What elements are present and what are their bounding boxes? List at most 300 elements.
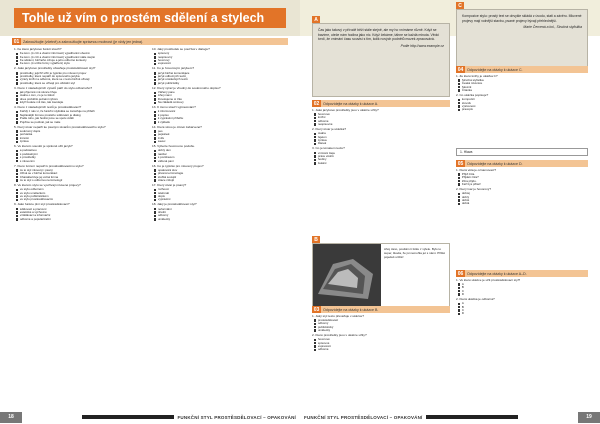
- checkbox-icon[interactable]: [154, 211, 156, 213]
- question-text: 2. Který útvar je ukázka?: [312, 126, 347, 131]
- checkbox-icon[interactable]: [314, 349, 316, 351]
- answer-option-label: dobrý: [461, 194, 470, 199]
- question-text: 3. Které z následujících výrazů patří do stylu odborného?: [14, 85, 93, 90]
- checkbox-icon[interactable]: [16, 130, 18, 132]
- checkbox-icon[interactable]: [16, 215, 18, 217]
- answer-option[interactable]: [456, 89, 588, 92]
- checkbox-icon[interactable]: [16, 95, 18, 97]
- answer-option[interactable]: [14, 179, 146, 182]
- checkbox-icon[interactable]: [154, 199, 156, 201]
- question-text: 1. Jaký styl textu převažuje v ukázce?: [312, 313, 364, 318]
- checkbox-icon[interactable]: [314, 329, 316, 331]
- question: [14, 126, 146, 144]
- answer-option[interactable]: [152, 160, 286, 163]
- question-text: 13. K čemu slouží vypravování?: [152, 105, 196, 110]
- checkbox-icon[interactable]: [458, 177, 460, 179]
- box-b-text: Ahoj Jano, posílám ti fotku z výletu. Bylo to super, škoda, že jsi nemohla jet s námi. Příště pojedeš určitě!: [384, 247, 446, 259]
- question-text: 1. Ze které knihy je ukázka C?: [456, 73, 498, 78]
- section-instruction: Odpovídejte na otázky k ukázce A–D.: [465, 270, 588, 277]
- checkbox-icon[interactable]: [16, 72, 18, 74]
- box-b-content: [312, 243, 450, 307]
- question-text: 15. Vyberte hovorovou podobu.: [152, 144, 196, 149]
- checkbox-icon[interactable]: [16, 121, 18, 123]
- question: [14, 106, 146, 124]
- answer-option-label: Slovník: [461, 84, 472, 89]
- section-instruction: Odpovídejte na otázky k ukázce D.: [465, 160, 588, 167]
- question-text: 2. Jaké jazykové prostředky obsahuje prostěsdělovací styl?: [14, 66, 96, 71]
- checkbox-icon[interactable]: [154, 157, 156, 159]
- checkbox-icon[interactable]: [16, 134, 18, 136]
- checkbox-icon[interactable]: [314, 323, 316, 325]
- answer-option-label: Nejčastější formou prostého sdělování je dialog: [19, 112, 81, 117]
- answer-option-label: citace zdrojů: [157, 177, 175, 182]
- answer-option-label: zvíře: [157, 135, 165, 140]
- checkbox-icon[interactable]: [154, 218, 156, 220]
- checkbox-icon[interactable]: [154, 76, 156, 78]
- checkbox-icon[interactable]: [154, 176, 156, 178]
- footer-bar: [82, 415, 174, 419]
- question-text: 9. Jaké funkce plní styl prostěsdělovací?: [14, 202, 70, 207]
- checkbox-icon[interactable]: [314, 152, 316, 154]
- answer-option[interactable]: [14, 121, 146, 124]
- answer-option-label: umělecký: [157, 216, 171, 221]
- answer-option-label: Kéž bys přišel!: [461, 181, 481, 186]
- checkbox-icon[interactable]: [154, 98, 156, 100]
- checkbox-icon[interactable]: [154, 79, 156, 81]
- checkbox-icon[interactable]: [154, 53, 156, 55]
- answer-option-label: slovník: [461, 100, 471, 105]
- section-header: [312, 100, 450, 107]
- answer-option-label: knižní: [317, 115, 326, 120]
- checkbox-icon[interactable]: [154, 192, 156, 194]
- section-number: 03: [313, 306, 320, 313]
- answer-option-label: Charakterizuje jej volná forma: [19, 174, 59, 179]
- checkbox-icon[interactable]: [154, 56, 156, 58]
- checkbox-icon[interactable]: [154, 208, 156, 210]
- answer-option[interactable]: [152, 101, 286, 104]
- question: [152, 145, 286, 163]
- checkbox-icon[interactable]: [16, 114, 18, 116]
- box-c-source: Marie Červená a kol., Stručná stylistika: [523, 25, 582, 30]
- answer-option-label: s mluvením: [19, 158, 35, 163]
- checkbox-icon[interactable]: [16, 199, 18, 201]
- checkbox-icon[interactable]: [314, 319, 316, 321]
- checkbox-icon[interactable]: [16, 98, 18, 100]
- checkbox-icon[interactable]: [458, 196, 460, 198]
- question: [152, 184, 286, 202]
- answer-option-label: odborné: [317, 347, 329, 352]
- answer-option-label: C: [461, 307, 464, 312]
- checkbox-icon[interactable]: [314, 159, 316, 161]
- checkbox-icon[interactable]: [16, 157, 18, 159]
- answer-option-label: spisovný: [157, 51, 170, 56]
- answer-option-label: telefonát: [157, 190, 169, 195]
- answer-option-label: práce vědců: [317, 153, 334, 158]
- question: [152, 106, 286, 124]
- checkbox-icon[interactable]: [16, 192, 18, 194]
- answer-option[interactable]: [312, 348, 450, 351]
- answer-option[interactable]: [456, 108, 588, 111]
- answer-option-label: inzerát: [19, 135, 29, 140]
- answer-option-label: přesná terminologie: [157, 171, 184, 176]
- question-text: 7. Které tvrzení nepatří k prostěsdělovacímu stylu?: [14, 163, 84, 168]
- answer-option-label: prostředky, které se užívají pro oficiální styl: [19, 80, 75, 85]
- checkbox-icon[interactable]: [314, 113, 316, 115]
- question: [14, 184, 146, 202]
- answer-option[interactable]: [14, 62, 146, 65]
- answer-box: [456, 148, 588, 156]
- answer-option-label: hovorový: [157, 58, 170, 63]
- answer-option-label: k popisu: [157, 112, 169, 117]
- answer-option-label: dobrý den: [157, 148, 171, 153]
- box-a-content: [312, 23, 450, 97]
- checkbox-icon[interactable]: [154, 60, 156, 62]
- checkbox-icon[interactable]: [154, 121, 156, 123]
- question-text: 1. Jaké jazykové prostředky jsou v ukázce užity?: [312, 107, 379, 112]
- question: [14, 87, 146, 105]
- answer-option-label: Česká mluvnice: [461, 81, 483, 86]
- checkbox-icon[interactable]: [314, 326, 316, 328]
- answer-option-label: savec: [157, 139, 166, 144]
- checkbox-icon[interactable]: [314, 155, 316, 157]
- answer-option[interactable]: [14, 101, 146, 104]
- answer-option-label: pravopis: [461, 107, 473, 112]
- footer-text: FUNKČNÍ STYL PROSTĚSDĚLOVACÍ – OPAKOVÁNÍ: [304, 414, 423, 420]
- answer-option-label: Stručná stylistika: [461, 77, 484, 82]
- answer-option-label: Ahoj mami: [157, 93, 172, 98]
- checkbox-icon[interactable]: [154, 95, 156, 97]
- checkbox-icon[interactable]: [16, 53, 18, 55]
- checkbox-icon[interactable]: [16, 111, 18, 113]
- checkbox-icon[interactable]: [16, 82, 18, 84]
- checkbox-icon[interactable]: [458, 313, 460, 315]
- question-text: 2. Který tvar je hovorový?: [456, 186, 492, 191]
- section-instruction: Odpovídejte na otázky k ukázce B.: [321, 306, 450, 313]
- question-text: 6. Ve kterém souvětí je správně užit jazyk?: [14, 144, 73, 149]
- checkbox-icon[interactable]: [458, 306, 460, 308]
- answer-option-label: výrazy knižní a odborné, které se v textu běžně užívají: [19, 77, 90, 82]
- question-text: 1. Ke které jazykové funkci slouží?: [14, 47, 62, 51]
- answer-option[interactable]: [456, 202, 588, 205]
- answer-option-label: hodiny: [317, 157, 327, 162]
- answer-option-label: odborný: [157, 213, 169, 218]
- question-text: 17. Který útvar je psaný?: [152, 182, 187, 187]
- answer-option-label: odborné a popularizační: [19, 216, 51, 221]
- question-text: 1. Která věta je oznamovací?: [456, 167, 497, 172]
- checkbox-icon[interactable]: [16, 189, 18, 191]
- checkbox-icon[interactable]: [314, 123, 316, 125]
- answer-option-label: odborný: [317, 321, 329, 326]
- checkbox-icon[interactable]: [16, 195, 18, 197]
- checkbox-icon[interactable]: [16, 63, 18, 65]
- checkbox-icon[interactable]: [458, 287, 460, 289]
- answer-field[interactable]: 1. Hlava: [456, 148, 588, 156]
- answer-option-label: Přijď zítra.: [461, 171, 476, 176]
- answer-option[interactable]: [14, 140, 146, 143]
- checkbox-icon[interactable]: [16, 179, 18, 181]
- answer-option-label: opakování slov: [157, 167, 178, 172]
- answer-option-label: hovorové: [317, 111, 330, 116]
- checkbox-icon[interactable]: [458, 86, 460, 88]
- checkbox-icon[interactable]: [314, 143, 316, 145]
- section-header: [456, 66, 588, 73]
- answer-option-label: nespisovné: [317, 121, 333, 126]
- checkbox-icon[interactable]: [154, 150, 156, 152]
- checkbox-icon[interactable]: [458, 193, 460, 195]
- checkbox-icon[interactable]: [314, 120, 316, 122]
- section-05: [456, 160, 588, 207]
- checkbox-icon[interactable]: [458, 290, 460, 292]
- checkbox-icon[interactable]: [154, 189, 156, 191]
- checkbox-icon[interactable]: [16, 102, 18, 104]
- answer-option-label: Ke kom. (k cizí a vlastní informaci) vyjadřování stále stejně: [19, 54, 95, 59]
- footer-text: FUNKČNÍ STYL PROSTĚSDĚLOVACÍ – OPAKOVÁNÍ: [177, 414, 296, 420]
- section-number: 05: [457, 160, 464, 167]
- checkbox-icon[interactable]: [458, 83, 460, 85]
- question-text: 14. Které slovo je citově zabarvené?: [152, 124, 202, 129]
- question: [152, 165, 286, 183]
- answer-option[interactable]: [312, 162, 450, 165]
- answer-option[interactable]: [152, 218, 286, 221]
- section-header: [456, 160, 588, 167]
- checkbox-icon[interactable]: [458, 102, 460, 104]
- section-instruction: Odpovídejte na otázky k ukázce A.: [321, 100, 450, 107]
- checkbox-icon[interactable]: [458, 183, 460, 185]
- checkbox-icon[interactable]: [16, 169, 18, 171]
- answer-option-label: jazyk publicistiky: [157, 80, 180, 85]
- box-b-photo: [313, 244, 381, 307]
- checkbox-icon[interactable]: [314, 136, 316, 138]
- checkbox-icon[interactable]: [16, 176, 18, 178]
- answer-option-label: D: [461, 311, 464, 316]
- answer-option-label: článek: [317, 141, 327, 146]
- section-03: [312, 306, 450, 353]
- answer-option-label: fejeton: [317, 134, 327, 139]
- answer-option-label: prostředky, jejichž užití je typické pro mluvení projev: [19, 70, 87, 75]
- answer-option-label: když budete mít čas, tak zavolejte: [19, 100, 64, 105]
- question-text: 18. Jaký je prostěsdělovací styl?: [152, 202, 197, 207]
- checkbox-icon[interactable]: [154, 179, 156, 181]
- answer-option[interactable]: [14, 198, 146, 201]
- section-number: 01: [13, 38, 20, 45]
- section-01: [12, 38, 288, 47]
- answer-option[interactable]: [152, 82, 286, 85]
- checkbox-icon[interactable]: [314, 133, 316, 135]
- checkbox-icon[interactable]: [458, 309, 460, 311]
- answer-option[interactable]: [312, 123, 450, 126]
- checkbox-icon[interactable]: [154, 111, 156, 113]
- checkbox-icon[interactable]: [154, 137, 156, 139]
- checkbox-icon[interactable]: [458, 180, 460, 182]
- checkbox-icon[interactable]: [154, 173, 156, 175]
- answer-option[interactable]: [456, 293, 588, 296]
- checkbox-icon[interactable]: [314, 162, 316, 164]
- answer-option-label: Ke sdělení, běžného zdroje a jeho odborné kontexty: [19, 58, 87, 63]
- checkbox-icon[interactable]: [314, 339, 316, 341]
- checkbox-icon[interactable]: [16, 118, 18, 120]
- answer-option[interactable]: [152, 62, 286, 65]
- answer-option-label: s prostředky: [19, 155, 36, 160]
- answer-option-label: jazyk uměleckých textů: [157, 77, 188, 82]
- photo-illustration: [313, 244, 381, 307]
- answer-option-label: čekání: [317, 160, 327, 165]
- box-b: [312, 236, 450, 307]
- answer-option[interactable]: [312, 329, 450, 332]
- answer-option-label: zpráva: [19, 139, 29, 144]
- checkbox-icon[interactable]: [314, 345, 316, 347]
- checkbox-icon[interactable]: [16, 141, 18, 143]
- question-text: 10. Jaký prostředek se používá v dialogu?: [152, 47, 210, 51]
- answer-option-label: Na základě smlouvy: [157, 100, 184, 105]
- checkbox-icon[interactable]: [458, 89, 460, 91]
- checkbox-icon[interactable]: [458, 105, 460, 107]
- answer-option-label: rozhovor: [157, 187, 170, 192]
- checkbox-icon[interactable]: [458, 79, 460, 81]
- checkbox-icon[interactable]: [16, 150, 18, 152]
- answer-option-label: s pozdravem: [157, 155, 175, 160]
- checkbox-icon[interactable]: [154, 102, 156, 104]
- answer-option-label: Přijdeš zítra?: [461, 175, 479, 180]
- question: [152, 203, 286, 221]
- answer-option-label: vnímání času: [317, 150, 336, 155]
- answer-option[interactable]: [456, 312, 588, 315]
- left-column-1: [14, 48, 146, 223]
- checkbox-icon[interactable]: [154, 92, 156, 94]
- answer-option[interactable]: [14, 82, 146, 85]
- checkbox-icon[interactable]: [458, 293, 460, 295]
- answer-option-label: jak příjemně mě slunce hřeje: [19, 90, 57, 95]
- question: [152, 126, 286, 144]
- checkbox-icon[interactable]: [154, 195, 156, 197]
- section-number: 04: [457, 66, 464, 73]
- answer-option[interactable]: [152, 179, 286, 182]
- question-text: 2. Která ukázka je odborná?: [456, 296, 495, 301]
- answer-option-label: a podstatnou: [19, 148, 37, 153]
- box-c: [456, 2, 588, 69]
- answer-option-label: dnes proběhlo jednání výboru: [19, 96, 58, 101]
- question: [312, 334, 450, 352]
- question: [312, 315, 450, 333]
- checkbox-icon[interactable]: [154, 130, 156, 132]
- checkbox-icon[interactable]: [458, 109, 460, 111]
- answer-option-label: kompozici: [461, 97, 475, 102]
- answer-option-label: Čítanka: [461, 87, 472, 92]
- answer-option-label: nazdar: [157, 151, 167, 156]
- checkbox-icon[interactable]: [314, 139, 316, 141]
- question: [312, 128, 450, 146]
- answer-option-label: A: [461, 301, 464, 306]
- checkbox-icon[interactable]: [154, 215, 156, 217]
- answer-option-label: vzdělávací a informační: [19, 213, 51, 218]
- question: [152, 87, 286, 105]
- checkbox-icon[interactable]: [314, 117, 316, 119]
- page-number: 18: [0, 412, 22, 423]
- checkbox-icon[interactable]: [154, 72, 156, 74]
- answer-option-label: nespisovný: [157, 54, 173, 59]
- question: [456, 169, 588, 187]
- answer-option[interactable]: [14, 218, 146, 221]
- question-text: 2. Co ukázka popisuje?: [456, 92, 489, 97]
- checkbox-icon[interactable]: [16, 137, 18, 139]
- checkbox-icon[interactable]: [16, 79, 18, 81]
- checkbox-icon[interactable]: [16, 92, 18, 94]
- checkbox-icon[interactable]: [16, 153, 18, 155]
- page-number: 19: [578, 412, 600, 423]
- checkbox-icon[interactable]: [314, 342, 316, 344]
- box-a: [312, 16, 450, 97]
- checkbox-icon[interactable]: [154, 63, 156, 65]
- checkbox-icon[interactable]: [154, 169, 156, 171]
- question-text: 11. Co je hovorovým jazykem?: [152, 66, 195, 71]
- checkbox-icon[interactable]: [16, 60, 18, 62]
- checkbox-icon[interactable]: [458, 203, 460, 205]
- section-06: [456, 270, 588, 317]
- answer-option-label: zpráva: [317, 137, 327, 142]
- checkbox-icon[interactable]: [458, 99, 460, 101]
- checkbox-icon[interactable]: [154, 134, 156, 136]
- checkbox-icon[interactable]: [16, 56, 18, 58]
- checkbox-icon[interactable]: [458, 303, 460, 305]
- answer-option[interactable]: [312, 142, 450, 145]
- question-text: 1. Ve které ukázce je užit prostěsdělovací styl?: [456, 277, 521, 282]
- answer-option-label: úvaha o tom, co je to štěstí: [19, 93, 55, 98]
- section-instruction: Odpovídejte na otázky k ukázce C.: [465, 66, 588, 73]
- checkbox-icon[interactable]: [16, 211, 18, 213]
- checkbox-icon[interactable]: [154, 153, 156, 155]
- section-04: [456, 66, 588, 113]
- answer-option-label: pejsánek: [157, 132, 170, 137]
- checkbox-icon[interactable]: [458, 283, 460, 285]
- checkbox-icon[interactable]: [16, 160, 18, 162]
- section-number: 02: [313, 100, 320, 107]
- checkbox-icon[interactable]: [16, 76, 18, 78]
- answer-option[interactable]: [14, 160, 146, 163]
- section-01-header: [12, 38, 288, 45]
- answer-option-label: expresivní: [157, 61, 172, 66]
- answer-option-label: Každý z nás ví, že funkční stylistika se zaměřuje na příběh: [19, 109, 95, 114]
- answer-option[interactable]: [152, 121, 286, 124]
- answer-option-label: expresivní: [317, 343, 332, 348]
- answer-option[interactable]: [152, 140, 286, 143]
- question-text: 4. Které z následujících textů je prostěsdělovací?: [14, 105, 82, 110]
- answer-option-label: jazyk běžné komunikace: [157, 70, 190, 75]
- question: [312, 109, 450, 127]
- checkbox-icon[interactable]: [458, 173, 460, 175]
- answer-option-label: výslovnost: [461, 103, 476, 108]
- section-02: [312, 100, 450, 167]
- checkbox-icon[interactable]: [154, 118, 156, 120]
- checkbox-icon[interactable]: [154, 141, 156, 143]
- checkbox-icon[interactable]: [16, 208, 18, 210]
- checkbox-icon[interactable]: [154, 160, 156, 162]
- checkbox-icon[interactable]: [16, 173, 18, 175]
- checkbox-icon[interactable]: [16, 218, 18, 220]
- checkbox-icon[interactable]: [154, 82, 156, 84]
- checkbox-icon[interactable]: [458, 199, 460, 201]
- answer-option-label: Užívá se v běžné komunikaci: [19, 171, 58, 176]
- section-header: [312, 306, 450, 313]
- answer-option-label: hovorové: [317, 337, 330, 342]
- answer-option-label: pozvánka: [19, 132, 33, 137]
- checkbox-icon[interactable]: [154, 114, 156, 116]
- answer-option[interactable]: [456, 183, 588, 186]
- answer-option-label: ve stylu prostěsdělovacím: [19, 197, 54, 202]
- footer-bar: [426, 415, 518, 419]
- page-title: Tohle už vím o prostém sdělení a stylech: [22, 11, 265, 25]
- answer-option[interactable]: [152, 198, 286, 201]
- right-page: [300, 0, 600, 424]
- answer-option-label: vyprávění: [157, 197, 171, 202]
